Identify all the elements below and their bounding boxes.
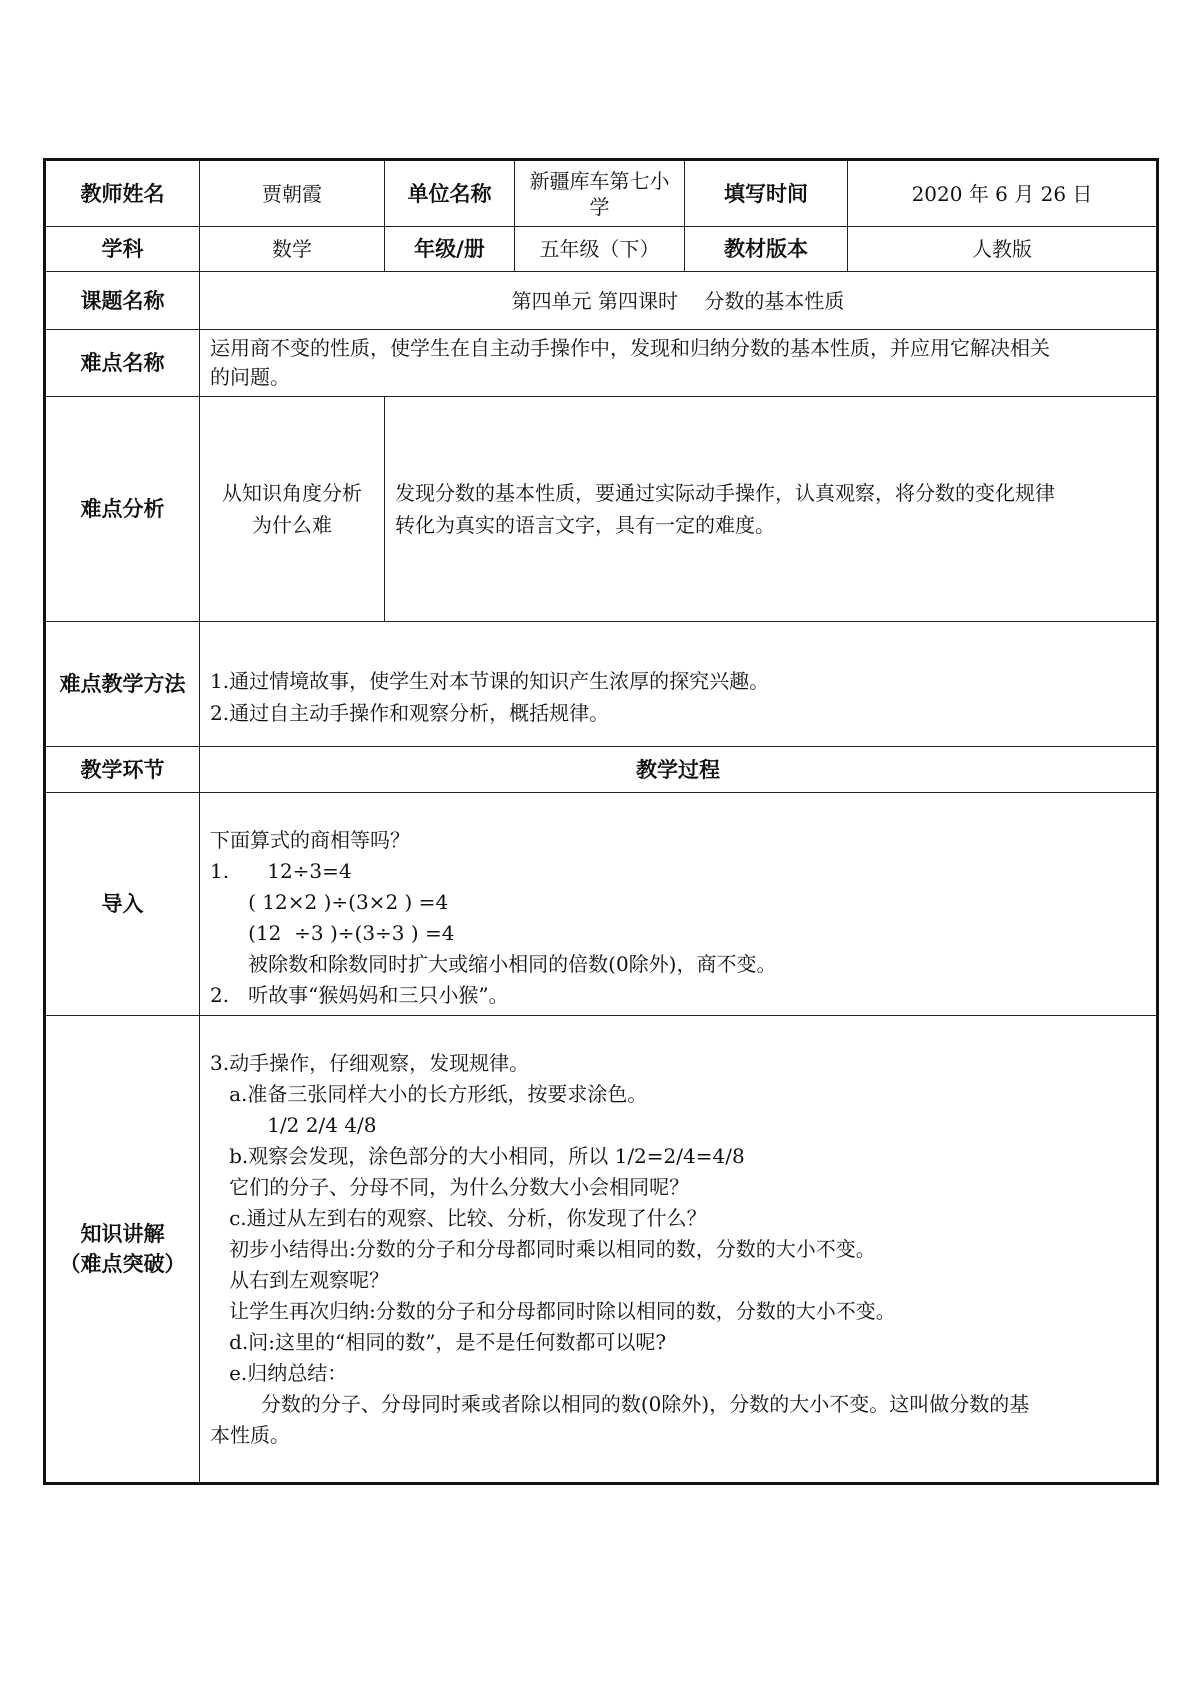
- subject-label: 学科: [45, 227, 200, 272]
- edition-label: 教材版本: [685, 227, 848, 272]
- knowledge-line: c.通过从左到右的观察、比较、分析，你发现了什么？: [210, 1205, 707, 1230]
- topic-value: 第四单元 第四课时 分数的基本性质: [200, 272, 1158, 330]
- difficulty-line2: 的问题。: [210, 365, 290, 389]
- process-label: 教学过程: [200, 747, 1158, 793]
- method-text: [200, 622, 1158, 747]
- knowledge-text: [200, 1016, 1158, 1484]
- difficulty-text: [200, 330, 1158, 397]
- knowledge-line: 它们的分子、分母不同，为什么分数大小会相同呢？: [210, 1174, 690, 1199]
- process-step-label: 教学环节: [45, 747, 200, 793]
- analysis-label: 难点分析: [45, 397, 200, 622]
- intro-line: (12 ÷3 )÷(3÷3 ) =4: [210, 921, 455, 945]
- analysis-sub: [200, 397, 385, 622]
- edition-value: 人教版: [848, 227, 1158, 272]
- knowledge-line: 让学生再次归纳:分数的分子和分母都同时除以相同的数，分数的大小不变。: [210, 1298, 896, 1323]
- knowledge-line: 分数的分子、分母同时乘或者除以相同的数(0除外)，分数的大小不变。这叫做分数的基: [210, 1391, 1030, 1416]
- knowledge-line: a.准备三张同样大小的长方形纸，按要求涂色。: [210, 1081, 648, 1106]
- knowledge-line: 本性质。: [210, 1422, 290, 1447]
- analysis-text: [385, 397, 1158, 622]
- unit-value-line2: 学: [589, 194, 610, 219]
- subject-value: 数学: [200, 227, 385, 272]
- intro-line: 被除数和除数同时扩大或缩小相同的倍数(0除外)，商不变。: [210, 952, 777, 976]
- difficulty-row: [45, 330, 1158, 397]
- teacher-label: 教师姓名: [45, 160, 200, 227]
- header-row-2: [45, 227, 1158, 272]
- analysis-line2: 转化为真实的语言文字，具有一定的难度。: [395, 513, 775, 537]
- knowledge-line: 从右到左观察呢？: [210, 1267, 390, 1292]
- teacher-value: 贾朝霞: [200, 160, 385, 227]
- method-row: [45, 622, 1158, 747]
- knowledge-label-line1: 知识讲解: [80, 1222, 165, 1246]
- knowledge-line: 初步小结得出:分数的分子和分母都同时乘以相同的数，分数的大小不变。: [210, 1236, 876, 1261]
- process-header-row: [45, 747, 1158, 793]
- knowledge-line: 3.动手操作，仔细观察，发现规律。: [210, 1050, 530, 1075]
- method-line2: 2.通过自主动手操作和观察分析，概括规律。: [210, 701, 610, 725]
- intro-row: [45, 793, 1158, 1016]
- analysis-line1: 发现分数的基本性质，要通过实际动手操作，认真观察，将分数的变化规律: [395, 481, 1055, 505]
- lesson-plan-table: [43, 158, 1159, 1485]
- intro-line: 1. 12÷3=4: [210, 859, 352, 883]
- intro-line: 下面算式的商相等吗？: [210, 828, 410, 852]
- knowledge-label: [45, 1016, 200, 1484]
- date-value: 2020 年 6 月 26 日: [848, 160, 1158, 227]
- header-row-1: [45, 160, 1158, 227]
- grade-value: 五年级（下）: [515, 227, 685, 272]
- analysis-sub-line1: 从知识角度分析: [222, 481, 362, 505]
- analysis-sub-line2: 为什么难: [252, 513, 332, 537]
- knowledge-row: [45, 1016, 1158, 1484]
- knowledge-label-line2: （难点突破）: [59, 1252, 186, 1276]
- topic-row: [45, 272, 1158, 330]
- knowledge-line: 1/2 2/4 4/8: [210, 1112, 377, 1137]
- topic-label: 课题名称: [45, 272, 200, 330]
- difficulty-label: 难点名称: [45, 330, 200, 397]
- knowledge-line: b.观察会发现，涂色部分的大小相同，所以 1/2=2/4=4/8: [210, 1143, 745, 1168]
- intro-line: ( 12×2 )÷(3×2 ) =4: [210, 890, 449, 914]
- unit-value-line1: 新疆库车第七小: [529, 168, 670, 193]
- knowledge-line: d.问:这里的“相同的数”，是不是任何数都可以呢?: [210, 1329, 667, 1354]
- difficulty-line1: 运用商不变的性质，使学生在自主动手操作中，发现和归纳分数的基本性质，并应用它解决相关: [210, 336, 1050, 360]
- intro-text: [200, 793, 1158, 1016]
- lesson-plan-sheet: [43, 158, 1156, 1485]
- intro-line: 2. 听故事“猴妈妈和三只小猴”。: [210, 983, 509, 1007]
- method-label: 难点教学方法: [45, 622, 200, 747]
- unit-label: 单位名称: [385, 160, 515, 227]
- grade-label: 年级/册: [385, 227, 515, 272]
- method-line1: 1.通过情境故事，使学生对本节课的知识产生浓厚的探究兴趣。: [210, 669, 770, 693]
- analysis-row: [45, 397, 1158, 622]
- intro-label: 导入: [45, 793, 200, 1016]
- unit-value: [515, 160, 685, 227]
- knowledge-line: e.归纳总结：: [210, 1360, 348, 1385]
- date-label: 填写时间: [685, 160, 848, 227]
